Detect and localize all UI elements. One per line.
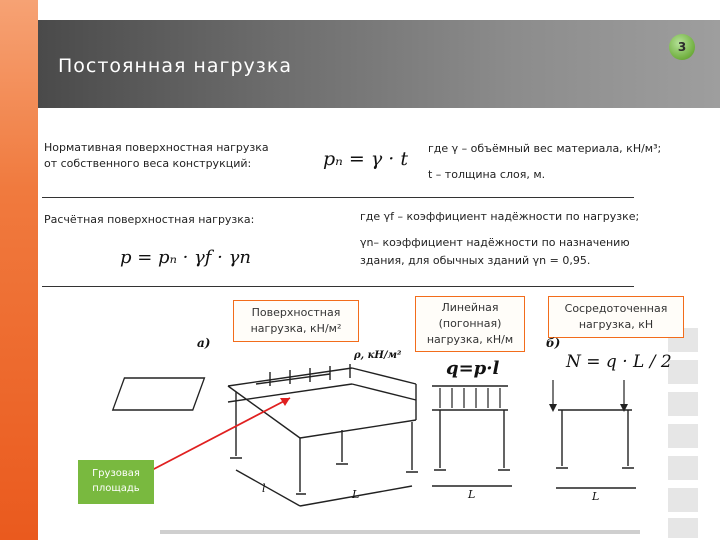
diagram-label-a: а) [197, 336, 211, 350]
gamma-definition: где γ – объёмный вес материала, кН/м³; [428, 142, 662, 155]
thickness-definition: t – толщина слоя, м. [428, 168, 546, 181]
gamma-f-definition: где γf – коэффициент надёжности по нагрузке; [360, 210, 640, 223]
slide-number-badge: 3 [669, 34, 695, 60]
linear-box-line2: (погонная) [438, 317, 502, 330]
surface-box-line2: нагрузка, кН/м² [250, 322, 342, 335]
gamma-n-definition: γn– коэффициент надёжности по назначению [360, 236, 630, 249]
surface-box-line1: Поверхностная [251, 306, 341, 319]
point-box-line2: нагрузка, кН [578, 318, 654, 331]
cargo-area-line2: площадь [92, 483, 140, 494]
normative-formula: pₙ = γ · t [323, 148, 408, 170]
point-box-line1: Сосредоточенная [564, 302, 668, 315]
normative-label-line1: Нормативная поверхностная нагрузка [44, 141, 269, 154]
dimension-L-a: L [352, 488, 360, 501]
cargo-area-badge [78, 460, 154, 504]
dimension-L-c: L [592, 490, 600, 503]
design-load-label: Расчётная поверхностная нагрузка: [44, 213, 255, 226]
diagram-label-b: б) [546, 336, 561, 350]
cargo-area-line1: Грузовая [92, 468, 140, 479]
slide-title: Постоянная нагрузка [58, 55, 293, 77]
normative-label-line2: от собственного веса конструкций: [44, 157, 252, 170]
dimension-L-b: L [468, 488, 476, 501]
linear-box-line3: нагрузка, кН/м [426, 333, 514, 346]
point-load-formula: N = q · L / 2 [566, 352, 672, 372]
design-formula: p = pₙ · γf · γn [120, 247, 251, 268]
gamma-n-value: здания, для обычных зданий γn = 0,95. [360, 254, 591, 267]
linear-load-formula: q=p·l [446, 358, 500, 379]
load-intensity-label: ρ, кН/м² [354, 350, 402, 361]
dimension-l-a: l [262, 482, 266, 495]
linear-box-line1: Линейная [441, 301, 499, 314]
